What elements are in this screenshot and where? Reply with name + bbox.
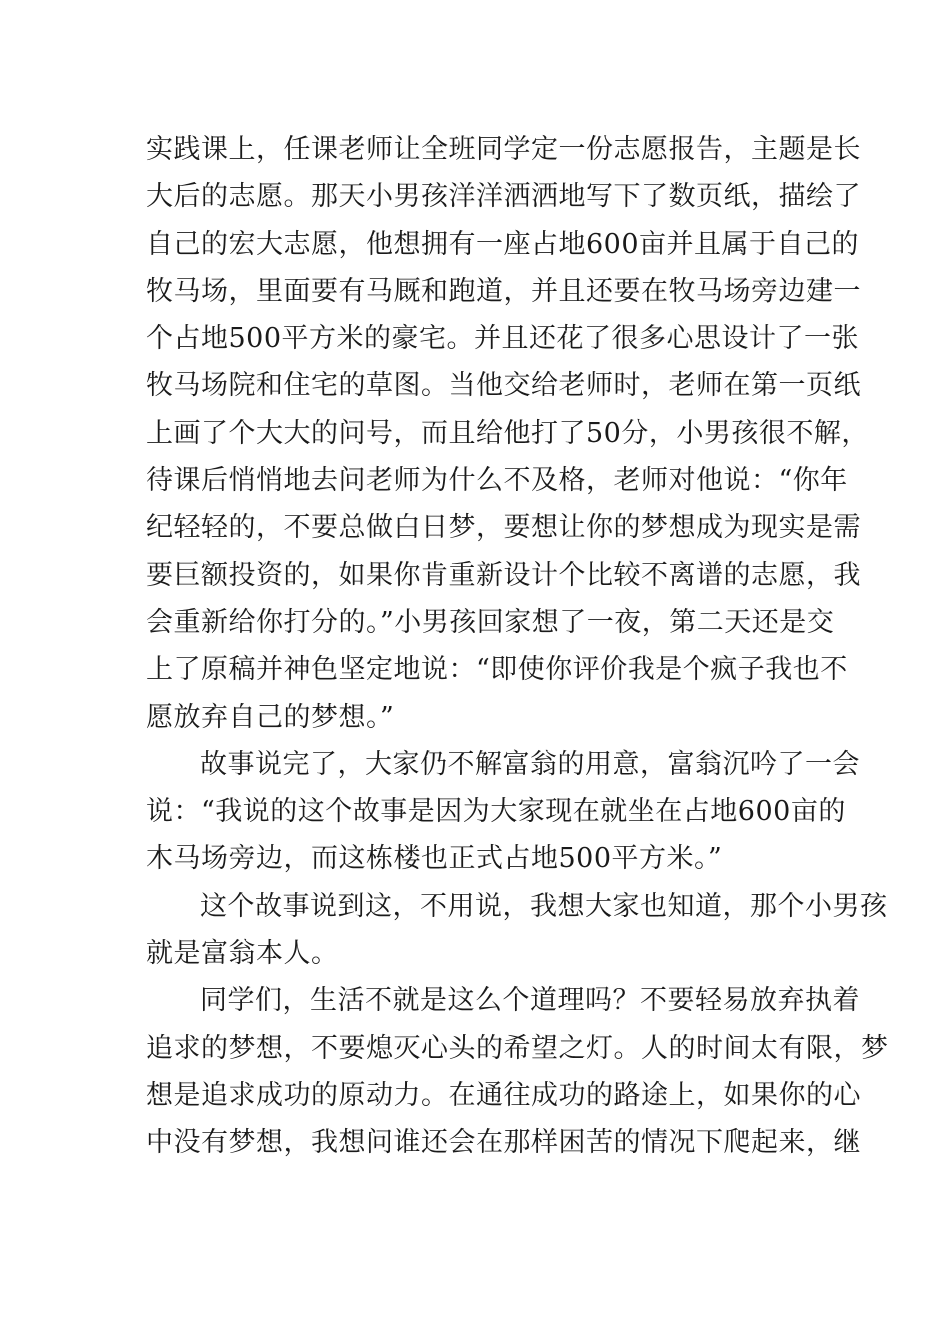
text-line: 上画了个大大的问号，而且给他打了50分，小男孩很不解， <box>146 417 869 449</box>
text-line: 会重新给你打分的。”小男孩回家想了一夜，第二天还是交 <box>146 606 835 638</box>
text-line: 这个故事说到这，不用说，我想大家也知道，那个小男孩 <box>200 890 888 922</box>
paragraph-conclusion <box>146 977 889 1166</box>
text-line: 追求的梦想，不要熄灭心头的希望之灯。人的时间太有限，梦 <box>146 1032 889 1064</box>
text-line: 牧马场院和住宅的草图。当他交给老师时，老师在第一页纸 <box>146 370 861 402</box>
text-line: 实践课上，任课老师让全班同学定一份志愿报告，主题是长 <box>146 134 861 165</box>
text-line: 纪轻轻的，不要总做白日梦，要想让你的梦想成为现实是需 <box>146 512 861 544</box>
document-body <box>146 126 889 1167</box>
text-line: 想是追求成功的原动力。在通往成功的路途上，如果你的心 <box>146 1079 861 1111</box>
text-line: 故事说完了，大家仍不解富翁的用意，富翁沉吟了一会 <box>200 748 860 780</box>
paragraph-reveal <box>146 883 888 978</box>
text-line: 大后的志愿。那天小男孩洋洋洒洒地写下了数页纸，描绘了 <box>146 181 861 213</box>
text-line: 个占地500平方米的豪宅。并且还花了很多心思设计了一张 <box>146 323 860 355</box>
paragraph-story-ending <box>146 741 860 883</box>
text-line: 同学们，生活不就是这么个道理吗？不要轻易放弃执着 <box>200 985 860 1017</box>
text-line: 就是富翁本人。 <box>146 938 339 970</box>
text-line: 愿放弃自己的梦想。” <box>146 701 395 733</box>
text-line: 自己的宏大志愿，他想拥有一座占地600亩并且属于自己的 <box>146 228 860 260</box>
text-line: 上了原稿并神色坚定地说：“即使你评价我是个疯子我也不 <box>146 654 848 686</box>
text-line: 要巨额投资的，如果你肯重新设计个比较不离谱的志愿，我 <box>146 559 861 591</box>
text-line: 待课后悄悄地去问老师为什么不及格，老师对他说：“你年 <box>146 465 848 497</box>
text-line: 木马场旁边，而这栋楼也正式占地500平方米。” <box>146 843 723 875</box>
text-line: 牧马场，里面要有马厩和跑道，并且还要在牧马场旁边建一 <box>146 275 861 307</box>
text-line: 中没有梦想，我想问谁还会在那样困苦的情况下爬起来，继 <box>146 1127 861 1159</box>
text-line: 说：“我说的这个故事是因为大家现在就坐在占地600亩的 <box>146 796 846 828</box>
paragraph-story <box>146 126 869 741</box>
